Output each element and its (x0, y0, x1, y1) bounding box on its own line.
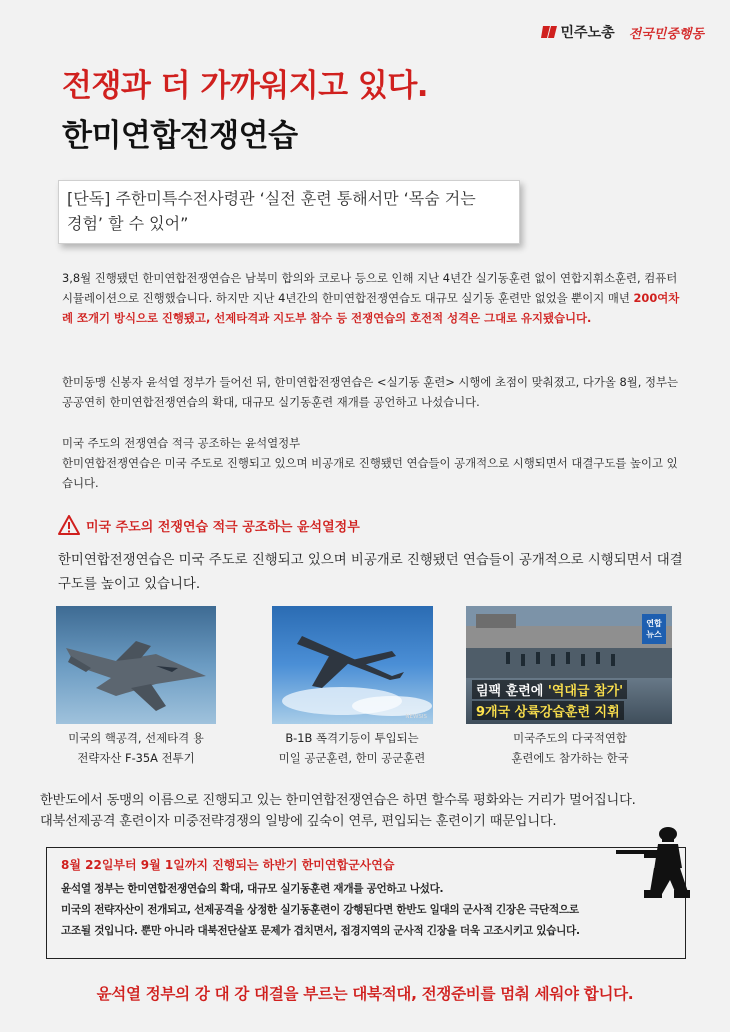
peoples-action-logo: 전국민중행동 (628, 26, 704, 42)
news-clipping-line1: [단독] 주한미특수전사령관 ‘실전 훈련 통해서만 ‘목숨 거는 (67, 189, 476, 208)
summary-line1: 한반도에서 동맹의 이름으로 진행되고 있는 한미연합전쟁연습은 하면 할수록 평화와는 거리가 멀어집니다. (40, 793, 636, 808)
photo-caption-b1b (264, 728, 440, 768)
photo-caption-rimpac (470, 728, 670, 768)
warning-body: 한미연합전쟁연습은 미국 주도로 진행되고 있으며 비공개로 진행됐던 연습들이 공개적으로 시행되면서 대결구도를 높이고 있습니다. (58, 553, 683, 592)
paragraph-background-text: 3,8월 진행됐던 한미연합전쟁연습은 남북미 합의와 코로나 등으로 인해 지난 4년간 실기동훈련 없이 연합지휘소훈련, 컴퓨터시뮬레이션으로 진행했습니다. 하지만 지난 4년간의 한미연합전쟁연습도 대규모 실기동 훈련만 없었을 뿐이지 매년 (62, 271, 678, 305)
yonhap-badge-line1: 연합 (646, 619, 662, 628)
f35-jet-image (56, 606, 216, 724)
page-title-line1: 전쟁과 더 가까워지고 있다. (62, 68, 429, 104)
b1b-bomber-image (272, 606, 433, 724)
caption-b1b-line1: B-1B 폭격기등이 투입되는 (285, 731, 419, 745)
caption-f35-line2: 전략자산 F-35A 전투기 (77, 751, 195, 765)
rimpac-headline-part1: 림팩 훈련에 (476, 684, 548, 699)
rimpac-headline-line2: 9개국 상륙강습훈련 지휘 (472, 701, 624, 720)
caption-b1b-line2: 미일 공군훈련, 한미 공군훈련 (278, 751, 426, 765)
drill-info-line2: 미국의 전략자산이 전개되고, 선제공격을 상정한 실기동훈련이 강행된다면 한반도 일대의 군사적 긴장은 극단적으로 (61, 904, 579, 916)
footer-slogan: 윤석열 정부의 강 대 강 대결을 부르는 대북적대, 전쟁준비를 멈춰 세워야 합니다. (96, 985, 634, 1003)
photo-caption-f35 (56, 728, 216, 768)
paragraph-us-led-body: 한미연합전쟁연습은 미국 주도로 진행되고 있으며 비공개로 진행됐던 연습들이 공개적으로 시행되면서 대결구도를 높이고 있습니다. (62, 456, 678, 490)
paragraph-background (62, 268, 682, 328)
photo-b1b-tag: NEWSIS (405, 714, 427, 720)
warning-label: 미국 주도의 전쟁연습 적극 공조하는 윤석열정부 (86, 519, 360, 535)
kctu-flag-icon (541, 24, 557, 40)
rimpac-headline-line1 (472, 680, 627, 699)
kctu-logo (541, 22, 615, 42)
paragraph-us-led (62, 433, 682, 493)
rimpac-headline-part2: '역대급 참가' (547, 684, 624, 699)
drill-info-title: 8월 22일부터 9월 1일까지 진행되는 하반기 한미연합군사연습 (61, 858, 395, 872)
yonhap-news-badge (642, 614, 666, 644)
paragraph-us-led-heading: 미국 주도의 전쟁연습 적극 공조하는 윤석열정부 (62, 436, 301, 450)
caption-rimpac-line2: 훈련에도 참가하는 한국 (511, 751, 629, 765)
caption-f35-line1: 미국의 핵공격, 선제타격 용 (68, 731, 204, 745)
page-title-line2: 한미연합전쟁연습 (62, 118, 298, 154)
photo-f35-fighter (56, 606, 216, 724)
soldier-silhouette-icon (614, 822, 698, 906)
summary-line2: 대북선제공격 훈련이자 미중전략경쟁의 일방에 깊숙이 연루, 편입되는 훈련이기 때문입니다. (40, 814, 557, 829)
paragraph-government-stance: 한미동맹 신봉자 윤석열 정부가 들어선 뒤, 한미연합전쟁연습은 <실기동 훈련> 시행에 초점이 맞춰졌고, 다가올 8월, 정부는 공공연히 한미연합전쟁연습의 확대, 대규모 실기동훈련 재개를 공언하고 나섰습니다. (62, 375, 679, 409)
news-clipping-line2: 경험’ 할 수 있어” (67, 214, 189, 233)
warning-icon (58, 515, 80, 535)
caption-rimpac-line1: 미국주도의 다국적연합 (513, 731, 627, 745)
warning-heading (58, 515, 360, 535)
summary-text (40, 790, 700, 832)
kctu-logo-text: 민주노총 (560, 25, 615, 41)
news-clipping (58, 180, 520, 244)
photo-rimpac-news (466, 606, 672, 724)
header-logos (541, 22, 704, 42)
photo-b1b-bomber (272, 606, 433, 724)
drill-info-line3: 고조될 것입니다. 뿐만 아니라 대북전단살포 문제가 겹치면서, 접경지역의 군사적 긴장을 더욱 고조시키고 있습니다. (61, 925, 580, 937)
drill-info-box (46, 847, 686, 959)
drill-info-line1: 윤석열 정부는 한미연합전쟁연습의 확대, 대규모 실기동훈련 재개를 공언하고 나섰다. (61, 883, 444, 895)
yonhap-badge-line2: 뉴스 (646, 630, 662, 639)
paragraph-background-highlight: 200여차례 쪼개기 방식으로 진행됐고, 선제타격과 지도부 참수 등 전쟁연습의 호전적 성격은 그대로 유지됐습니다. (62, 291, 680, 325)
